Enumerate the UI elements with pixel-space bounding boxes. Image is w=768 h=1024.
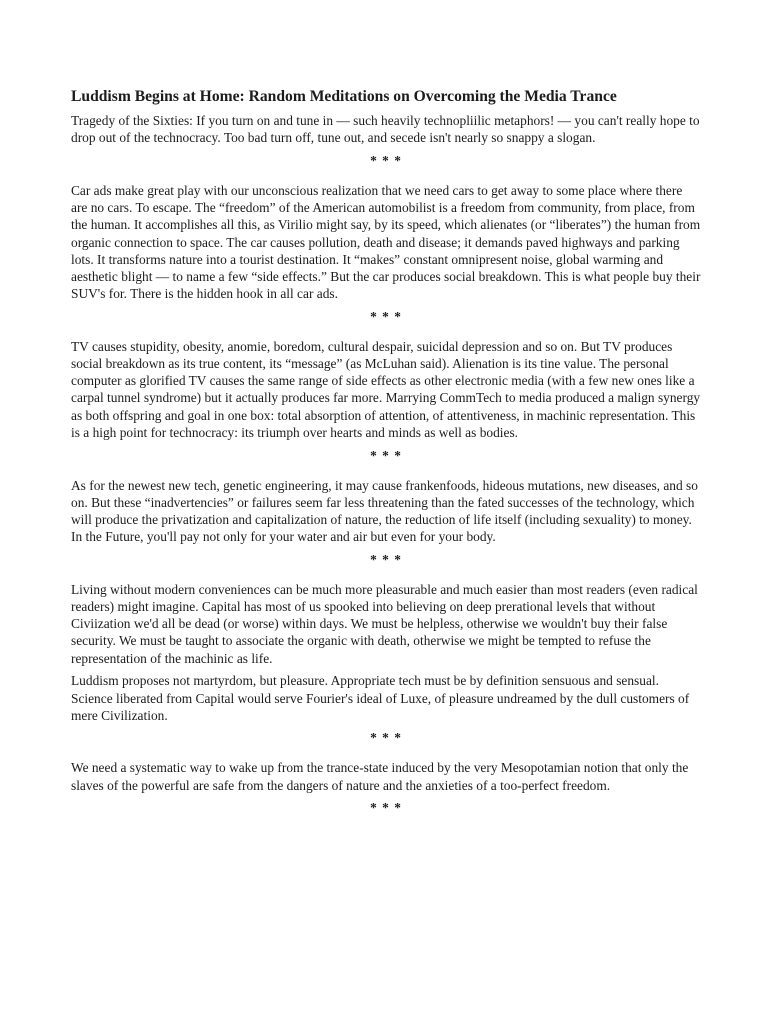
paragraph-7: We need a systematic way to wake up from the trance-state induced by the very Mesopotamian notion that only the slaves of the powerful are safe from the dangers of nature and the anxieties of a too-perfect freedom. xyxy=(71,760,689,793)
paragraph-3: TV causes stupidity, obesity, anomie, boredom, cultural despair, suicidal depression and so on. But TV produces social breakdown as its true content, its “message” (as McLuhan said). Alienation is its tine value. The personal computer as glorified TV causes the same range of side effects as other electronic media (with a few new ones like a carpal tunnel syndrome) but it actually produces far more. Marrying CommTech to media produced a malign synergy as both offspring and goal in one box: total absorption of attention, of attentiveness, in machinic representation. This is a high point for technocracy: its triumph over hearts and minds as well as bodies. xyxy=(71,338,701,440)
paragraph-1: Tragedy of the Sixties: If you turn on and tune in — such heavily technopliilic metaphors! — you can't really hope to drop out of the technocracy. Too bad turn off, tune out, and secede isn't nearly so snappy a slogan. xyxy=(71,113,700,146)
paragraph-2: Car ads make great play with our unconscious realization that we need cars to get away to some place where there are no cars. To escape. The “freedom” of the American automobilist is a freedom from community, from place, from the human. It accomplishes all this, as Virilio might say, by its speed, which alienates (or “liberates”) the human from organic connection to space. The car causes pollution, death and disease; it demands paved highways and parking lots. It transforms nature into a tourist destination. It “makes” constant omnipresent noise, global warming and aesthetic blight — to name a few “side effects.” But the car produces social breakdown. This is what people buy their SUV's for. There is the hidden hook in all car ads. xyxy=(71,182,701,302)
paragraph-6: Luddism proposes not martyrdom, but pleasure. Appropriate tech must be by definition sensuous and sensual. Science liberated from Capital would serve Fourier's ideal of Luxe, of pleasure undreamed by the dull customers of mere Civilization. xyxy=(71,673,690,723)
section-separator: * * * xyxy=(370,730,402,746)
section-separator: * * * xyxy=(370,308,402,324)
section-separator: * * * xyxy=(370,551,402,567)
document-title: Luddism Begins at Home: Random Meditations on Overcoming the Media Trance xyxy=(71,88,617,105)
document-page xyxy=(71,87,701,829)
paragraph-4: As for the newest new tech, genetic engineering, it may cause frankenfoods, hideous mutations, new diseases, and so on. But these “inadvertencies” or failures seem far less threatening than the fated successes of the technology, which will produce the privatization and capitalization of nature, the reduction of life itself (including sexuality) to money. In the Future, you'll pay not only for your water and air but even for your body. xyxy=(71,477,698,545)
section-separator: * * * xyxy=(370,447,402,463)
section-separator: * * * xyxy=(370,152,402,168)
section-separator: * * * xyxy=(370,800,402,816)
paragraph-5: Living without modern conveniences can be much more pleasurable and much easier than most readers (even radical readers) might imagine. Capital has most of us spooked into believing on deep prerational levels that without Civiization we'd all be dead (or worse) within days. We must be helpless, otherwise we wouldn't buy their false security. We must be taught to associate the organic with death, otherwise we might be tempted to refuse the representation of the machinic as life. xyxy=(71,581,698,666)
